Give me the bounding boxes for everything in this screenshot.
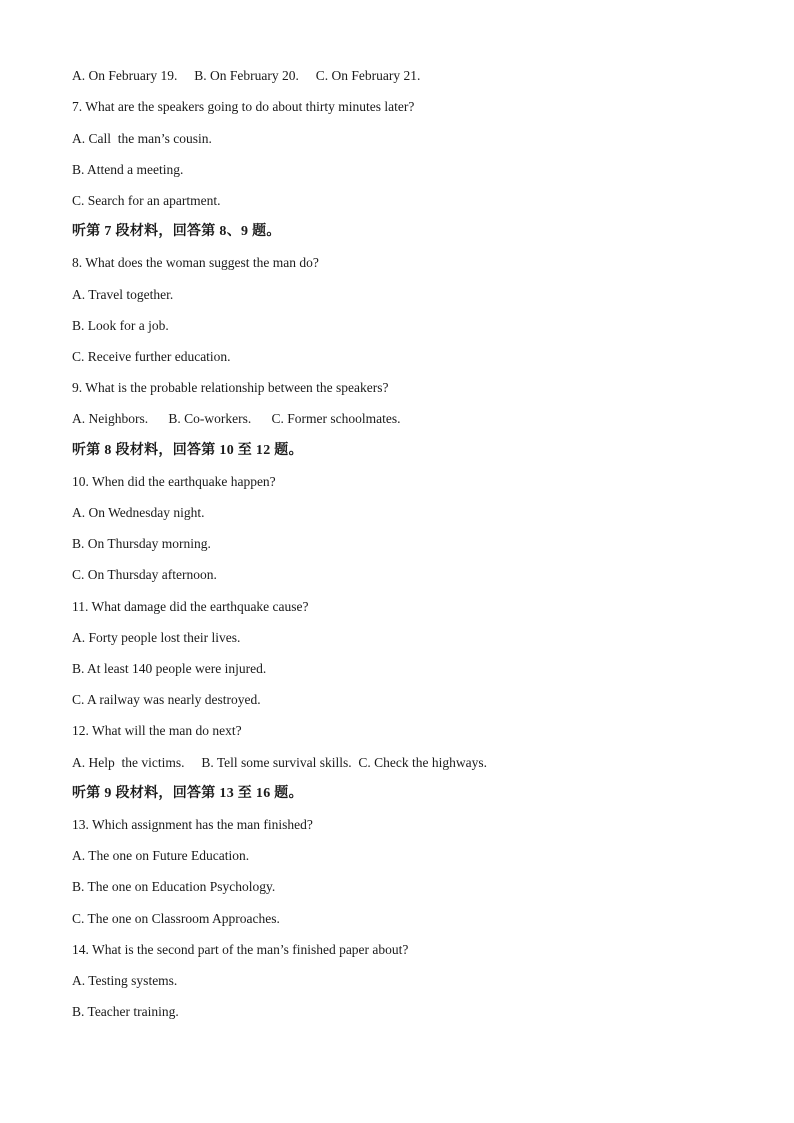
option-11c: C. A railway was nearly destroyed. — [72, 692, 261, 707]
option-7c: C. Search for an apartment. — [72, 193, 221, 208]
question-7: 7. What are the speakers going to do about thirty minutes later? — [72, 99, 415, 114]
section-heading-9: 听第 9 段材料，回答第 13 至 16 题。 — [72, 786, 303, 801]
option-13a: A. The one on Future Education. — [72, 848, 250, 863]
option-8c: C. Receive further education. — [72, 349, 231, 364]
question-8: 8. What does the woman suggest the man do? — [72, 255, 319, 270]
option-10a: A. On Wednesday night. — [72, 505, 205, 520]
section-heading-7: 听第 7 段材料，回答第 8、9 题。 — [72, 224, 281, 239]
question-10: 10. When did the earthquake happen? — [72, 474, 276, 489]
section-heading-8: 听第 8 段材料，回答第 10 至 12 题。 — [72, 443, 303, 458]
option-13b: B. The one on Education Psychology. — [72, 879, 276, 894]
option-14b: B. Teacher training. — [72, 1004, 179, 1019]
option-14a: A. Testing systems. — [72, 973, 178, 988]
option-8a: A. Travel together. — [72, 287, 174, 302]
option-10c: C. On Thursday afternoon. — [72, 567, 217, 582]
question-14: 14. What is the second part of the man’s finished paper about? — [72, 942, 409, 957]
option-7a: A. Call the man’s cousin. — [72, 131, 212, 146]
option-line-6: A. On February 19. B. On February 20. C. On February 21. — [72, 68, 421, 83]
option-11a: A. Forty people lost their lives. — [72, 630, 241, 645]
option-10b: B. On Thursday morning. — [72, 536, 211, 551]
option-line-12: A. Help the victims. B. Tell some survival skills. C. Check the highways. — [72, 755, 488, 770]
question-12: 12. What will the man do next? — [72, 723, 242, 738]
question-9: 9. What is the probable relationship between the speakers? — [72, 380, 389, 395]
question-11: 11. What damage did the earthquake cause? — [72, 599, 309, 614]
option-13c: C. The one on Classroom Approaches. — [72, 911, 280, 926]
option-8b: B. Look for a job. — [72, 318, 169, 333]
option-7b: B. Attend a meeting. — [72, 162, 184, 177]
option-line-9: A. Neighbors. B. Co-workers. C. Former schoolmates. — [72, 411, 401, 426]
question-13: 13. Which assignment has the man finished? — [72, 817, 313, 832]
option-11b: B. At least 140 people were injured. — [72, 661, 267, 676]
